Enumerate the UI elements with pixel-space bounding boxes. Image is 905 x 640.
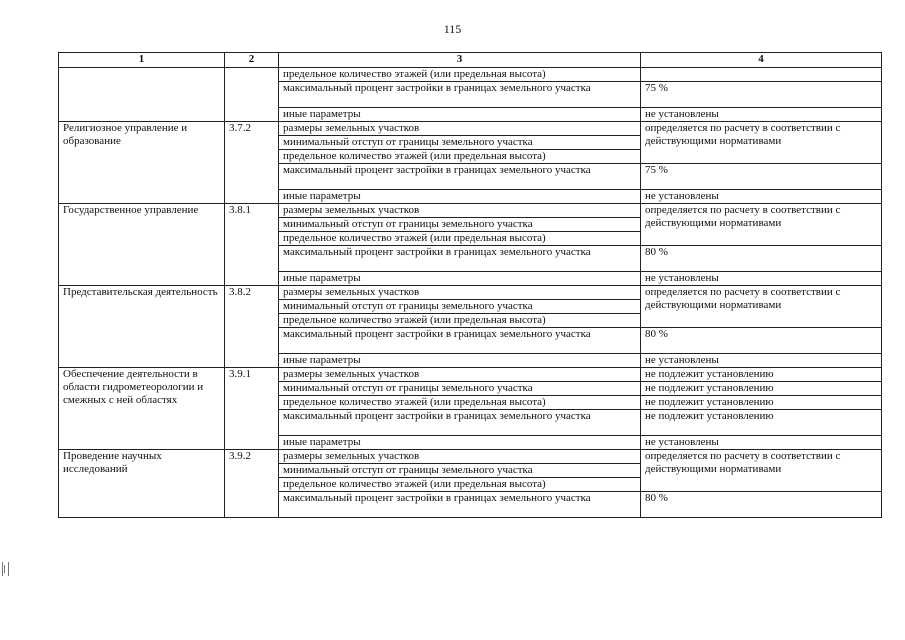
use-code-cell: 3.9.1 — [225, 368, 279, 450]
use-code-cell: 3.7.2 — [225, 122, 279, 204]
param-cell: предельное количество этажей (или предельная высота) — [279, 396, 641, 410]
table-row — [59, 204, 882, 218]
table-header-row — [59, 53, 882, 68]
table-row — [59, 368, 882, 382]
param-cell: максимальный процент застройки в границах земельного участка — [279, 492, 641, 518]
value-cell: не подлежит установлению — [641, 368, 882, 382]
param-cell: размеры земельных участков — [279, 204, 641, 218]
page-number: 115 — [443, 22, 462, 36]
param-cell: предельное количество этажей (или предельная высота) — [279, 150, 641, 164]
param-cell: предельное количество этажей (или предельная высота) — [279, 478, 641, 492]
param-cell: минимальный отступ от границы земельного участка — [279, 464, 641, 478]
table-row — [59, 68, 882, 82]
param-cell: минимальный отступ от границы земельного участка — [279, 382, 641, 396]
param-cell: размеры земельных участков — [279, 122, 641, 136]
param-cell: иные параметры — [279, 190, 641, 204]
value-cell: не подлежит установлению — [641, 382, 882, 396]
param-cell: максимальный процент застройки в границах земельного участка — [279, 410, 641, 436]
param-cell: иные параметры — [279, 354, 641, 368]
value-cell: определяется по расчету в соответствии с действующими нормативами — [641, 122, 882, 164]
param-cell: размеры земельных участков — [279, 368, 641, 382]
value-cell: не установлены — [641, 108, 882, 122]
use-name-cell: Проведение научных исследований — [59, 450, 225, 518]
param-cell: предельное количество этажей (или предельная высота) — [279, 232, 641, 246]
param-cell: максимальный процент застройки в границах земельного участка — [279, 246, 641, 272]
param-cell: предельное количество этажей (или предельная высота) — [279, 314, 641, 328]
param-cell: размеры земельных участков — [279, 450, 641, 464]
param-cell: минимальный отступ от границы земельного участка — [279, 300, 641, 314]
value-cell: не установлены — [641, 354, 882, 368]
param-cell: минимальный отступ от границы земельного участка — [279, 136, 641, 150]
use-name-cell — [59, 68, 225, 122]
value-cell: не установлены — [641, 436, 882, 450]
param-cell: иные параметры — [279, 272, 641, 286]
param-cell: максимальный процент застройки в границах земельного участка — [279, 328, 641, 354]
column-header-4: 4 — [641, 53, 882, 68]
column-header-3: 3 — [279, 53, 641, 68]
table-row — [59, 450, 882, 464]
column-header-2: 2 — [225, 53, 279, 68]
param-cell: иные параметры — [279, 436, 641, 450]
value-cell: 80 % — [641, 328, 882, 354]
value-cell: не подлежит установлению — [641, 410, 882, 436]
use-name-cell: Религиозное управление и образование — [59, 122, 225, 204]
use-code-cell: 3.9.2 — [225, 450, 279, 518]
value-cell: 75 % — [641, 164, 882, 190]
value-cell: 80 % — [641, 492, 882, 518]
use-name-cell: Обеспечение деятельности в области гидрометеорологии и смежных с ней областях — [59, 368, 225, 450]
use-name-cell: Государственное управление — [59, 204, 225, 286]
value-cell: 80 % — [641, 246, 882, 272]
param-cell: максимальный процент застройки в границах земельного участка — [279, 82, 641, 108]
value-cell: не установлены — [641, 272, 882, 286]
param-cell: минимальный отступ от границы земельного участка — [279, 218, 641, 232]
value-cell — [641, 68, 882, 82]
column-header-1: 1 — [59, 53, 225, 68]
param-cell: размеры земельных участков — [279, 286, 641, 300]
value-cell: не установлены — [641, 190, 882, 204]
param-cell: иные параметры — [279, 108, 641, 122]
table-row — [59, 122, 882, 136]
use-code-cell — [225, 68, 279, 122]
value-cell: определяется по расчету в соответствии с действующими нормативами — [641, 286, 882, 328]
param-cell: предельное количество этажей (или предельная высота) — [279, 68, 641, 82]
use-code-cell: 3.8.2 — [225, 286, 279, 368]
scan-margin-mark — [2, 562, 9, 576]
zoning-parameters-table — [58, 52, 882, 518]
value-cell: определяется по расчету в соответствии с действующими нормативами — [641, 450, 882, 492]
value-cell: не подлежит установлению — [641, 396, 882, 410]
table-row — [59, 286, 882, 300]
value-cell: определяется по расчету в соответствии с действующими нормативами — [641, 204, 882, 246]
value-cell: 75 % — [641, 82, 882, 108]
use-code-cell: 3.8.1 — [225, 204, 279, 286]
param-cell: максимальный процент застройки в границах земельного участка — [279, 164, 641, 190]
use-name-cell: Представительская деятельность — [59, 286, 225, 368]
